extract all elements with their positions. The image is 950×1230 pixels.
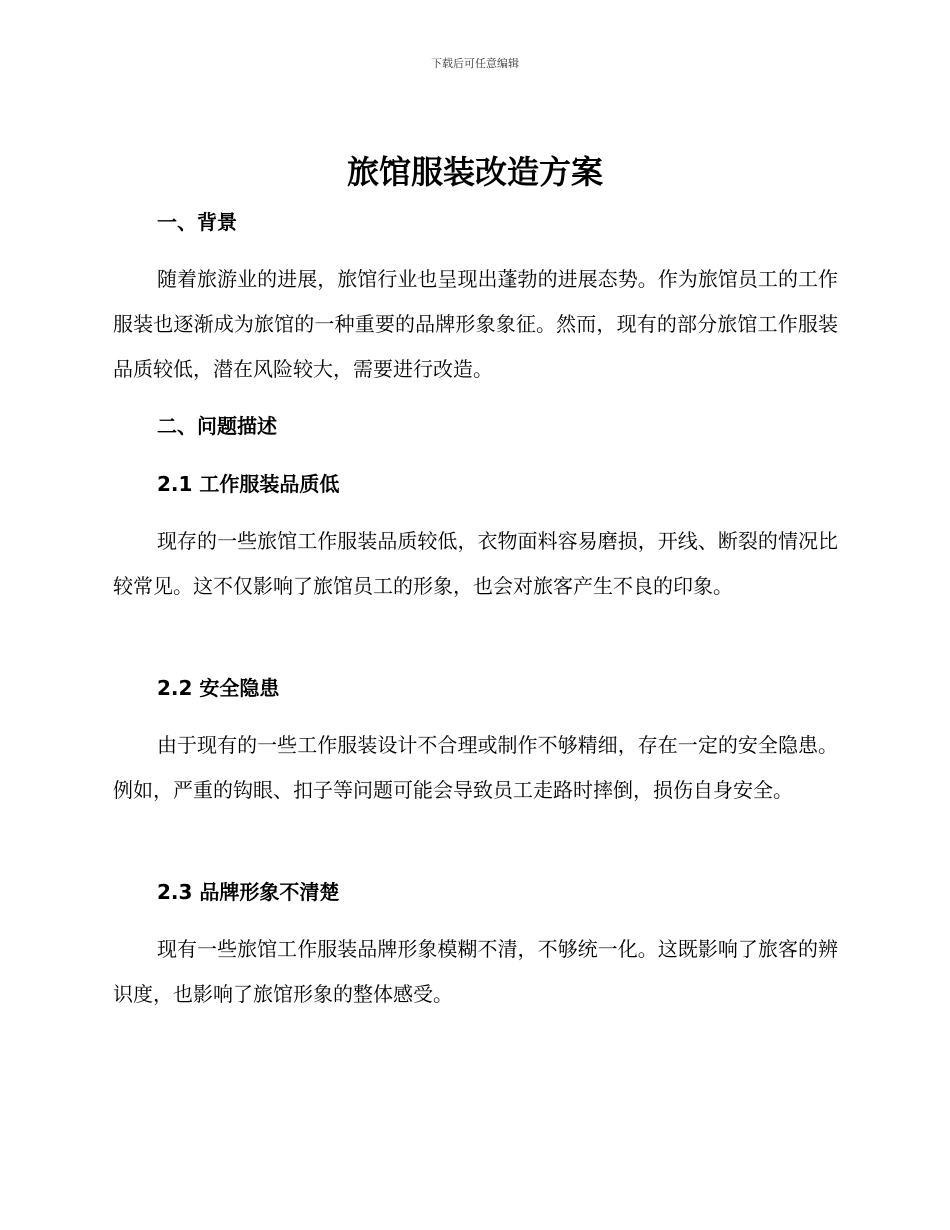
paragraph-brand: 现有一些旅馆工作服装品牌形象模糊不清，不够统一化。这既影响了旅客的辨识度，也影响了旅馆形象的整体感受。 (113, 937, 838, 1006)
section-heading-problems: 二、问题描述 (157, 414, 277, 438)
page-header-note: 下载后可任意编辑 (431, 57, 519, 70)
paragraph-safety: 由于现有的一些工作服装设计不合理或制作不够精细，存在一定的安全隐患。例如，严重的钩眼、扣子等问题可能会导致员工走路时摔倒，损伤自身安全。 (113, 733, 838, 802)
subsection-heading-brand: 2.3 品牌形象不清楚 (157, 880, 340, 904)
subsection-heading-quality: 2.1 工作服装品质低 (157, 472, 340, 496)
document-title: 旅馆服装改造方案 (346, 153, 603, 191)
section-heading-background: 一、背景 (157, 210, 237, 234)
subsection-heading-safety: 2.2 安全隐患 (157, 676, 280, 700)
paragraph-quality: 现存的一些旅馆工作服装品质较低，衣物面料容易磨损，开线、断裂的情况比较常见。这不仅影响了旅馆员工的形象，也会对旅客产生不良的印象。 (113, 529, 838, 598)
paragraph-background: 随着旅游业的进展，旅馆行业也呈现出蓬勃的进展态势。作为旅馆员工的工作服装也逐渐成为旅馆的一种重要的品牌形象象征。然而，现有的部分旅馆工作服装品质较低，潜在风险较大，需要进行改造。 (113, 267, 838, 381)
